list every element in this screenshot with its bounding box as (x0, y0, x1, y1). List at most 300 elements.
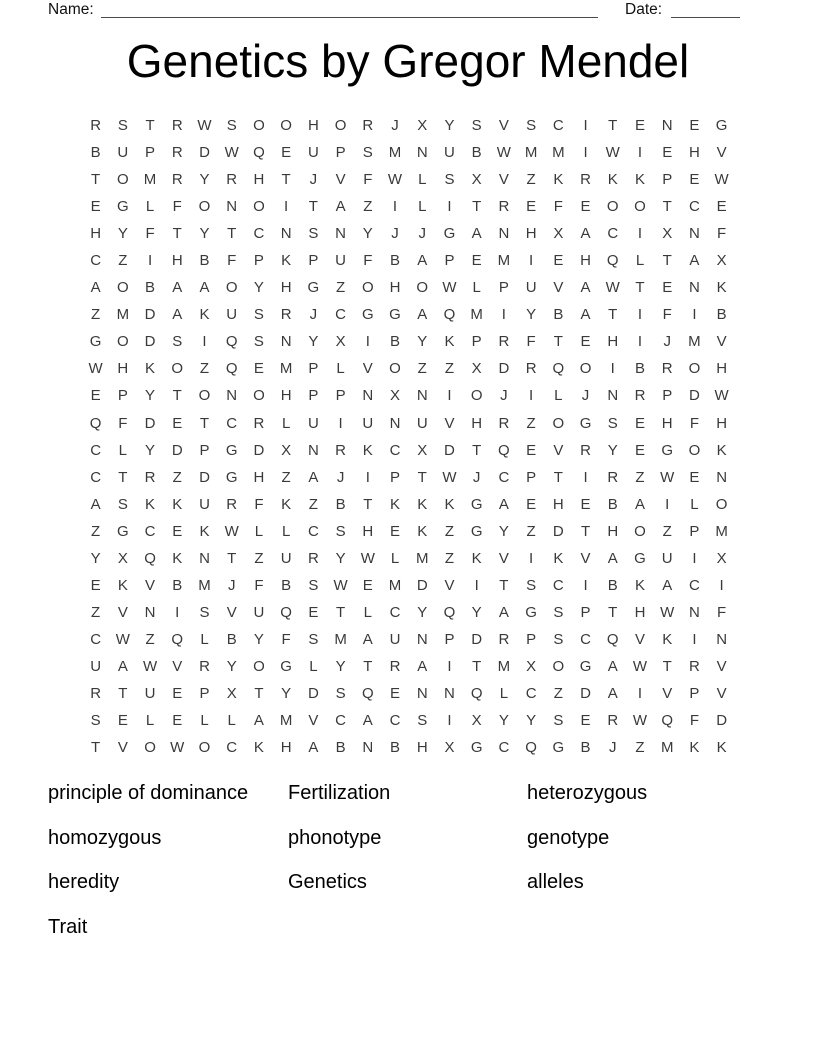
grid-letter: N (498, 225, 510, 243)
grid-letter: Y (145, 387, 156, 405)
grid-letter: G (225, 441, 238, 459)
grid-letter: E (716, 198, 727, 216)
grid-letter: T (662, 657, 672, 675)
grid-letter: N (689, 279, 700, 297)
grid-letter: Y (90, 549, 101, 567)
grid-letter: O (116, 333, 129, 351)
grid-letter: S (526, 576, 537, 594)
grid-letter: I (392, 198, 398, 216)
grid-letter: O (253, 198, 265, 216)
grid-letter: Z (444, 522, 455, 540)
grid-letter: L (227, 712, 236, 730)
grid-letter: Z (662, 522, 672, 540)
grid-letter: S (471, 117, 482, 135)
grid-letter: L (200, 630, 209, 648)
grid-letter: Y (417, 603, 428, 621)
grid-letter: F (254, 495, 264, 513)
grid-letter: L (418, 171, 427, 189)
grid-letter: H (117, 360, 129, 378)
grid-letter: K (145, 360, 156, 378)
grid-letter: H (552, 495, 564, 513)
grid-letter: Q (525, 739, 537, 757)
grid-letter: E (580, 333, 591, 351)
grid-letter: O (280, 117, 292, 135)
grid-letter: T (254, 685, 264, 702)
name-label: Name: (48, 1, 94, 18)
grid-letter: T (472, 441, 482, 459)
grid-letter: F (254, 576, 264, 594)
grid-letter: C (580, 630, 591, 648)
grid-letter: K (716, 441, 727, 459)
grid-letter: J (336, 468, 345, 486)
grid-letter: U (199, 495, 210, 513)
grid-letter: W (605, 279, 620, 297)
grid-letter: G (225, 468, 238, 486)
grid-letter: G (470, 739, 483, 757)
grid-letter: P (662, 387, 673, 405)
grid-letter: Y (526, 712, 537, 730)
grid-letter: R (335, 441, 346, 459)
grid-letter: V (498, 549, 509, 567)
grid-letter: N (389, 414, 401, 432)
grid-letter: D (171, 441, 183, 459)
grid-letter: B (607, 495, 618, 513)
grid-letter: T (553, 468, 563, 486)
grid-letter: R (634, 387, 646, 405)
grid-letter: E (580, 712, 591, 730)
grid-letter: C (90, 630, 102, 648)
grid-letter: K (199, 306, 210, 324)
grid-letter: H (580, 252, 591, 270)
grid-letter: W (714, 171, 729, 189)
grid-letter: P (498, 279, 509, 297)
grid-letter: D (580, 685, 591, 702)
grid-letter: D (498, 360, 510, 378)
grid-letter: Y (199, 171, 210, 189)
grid-letter: V (580, 549, 591, 567)
grid-letter: X (471, 360, 482, 378)
grid-letter: L (690, 495, 699, 513)
grid-letter: E (580, 495, 591, 513)
grid-letter: O (389, 360, 401, 378)
grid-letter: C (552, 117, 564, 135)
grid-letter: X (117, 549, 128, 567)
grid-letter: C (335, 712, 346, 730)
grid-letter: E (390, 522, 401, 540)
grid-letter: P (335, 144, 346, 162)
grid-letter: W (660, 603, 675, 621)
grid-letter: Y (607, 441, 618, 459)
grid-letter: E (634, 414, 645, 432)
grid-letter: Z (635, 468, 645, 486)
grid-letter: O (634, 522, 646, 540)
grid-letter: B (199, 252, 210, 270)
grid-letter: I (692, 306, 697, 324)
grid-letter: T (335, 603, 346, 621)
grid-letter: O (416, 279, 429, 297)
grid-letter: M (198, 576, 211, 594)
grid-letter: T (608, 306, 618, 324)
grid-letter: A (607, 549, 618, 567)
grid-letter: T (363, 495, 373, 513)
grid-letter: U (389, 630, 401, 648)
grid-letter: R (661, 360, 673, 378)
grid-letter: T (227, 549, 237, 567)
grid-letter: H (634, 603, 646, 621)
grid-letter: Z (91, 522, 101, 540)
grid-letter: I (365, 333, 370, 351)
grid-letter: N (661, 117, 673, 135)
grid-letter: A (308, 468, 319, 486)
grid-letter: I (692, 549, 697, 567)
word-list-item: Fertilization (288, 782, 391, 804)
word-list-item: phonotype (288, 826, 382, 849)
grid-letter: Z (172, 468, 182, 486)
grid-letter: A (471, 225, 482, 243)
grid-letter: E (117, 712, 128, 730)
grid-letter: F (717, 225, 727, 243)
grid-letter: S (335, 522, 346, 540)
grid-letter: P (662, 171, 673, 189)
grid-letter: J (227, 576, 236, 594)
grid-letter: N (607, 387, 619, 405)
grid-letter: V (145, 576, 156, 594)
grid-letter: B (281, 576, 292, 594)
grid-letter: R (226, 495, 238, 513)
grid-letter: E (526, 441, 537, 459)
grid-letter: A (580, 279, 591, 297)
grid-letter: A (417, 252, 428, 270)
grid-letter: U (144, 685, 156, 702)
grid-letter: D (144, 414, 156, 432)
grid-letter: C (689, 576, 700, 594)
grid-letter: X (662, 225, 673, 243)
grid-letter: S (90, 712, 101, 730)
grid-letter: Z (91, 603, 101, 621)
grid-letter: Z (417, 360, 427, 378)
grid-letter: P (199, 685, 210, 702)
grid-letter: N (199, 549, 210, 567)
grid-letter: F (118, 414, 128, 432)
grid-letter: Q (552, 360, 565, 378)
grid-letter: S (362, 144, 373, 162)
grid-letter: U (416, 414, 428, 432)
grid-letter: A (90, 495, 101, 513)
grid-letter: C (253, 225, 265, 243)
grid-letter: A (199, 279, 210, 297)
grid-letter: V (117, 603, 128, 621)
grid-letter: I (447, 712, 452, 730)
grid-letter: O (253, 657, 265, 675)
grid-letter: R (607, 468, 619, 486)
grid-letter: W (115, 630, 130, 648)
grid-letter: O (470, 387, 483, 405)
grid-letter: E (526, 198, 537, 216)
grid-letter: R (171, 117, 183, 135)
grid-letter: G (552, 739, 565, 757)
grid-letter: F (662, 306, 672, 324)
grid-letter: L (635, 252, 645, 270)
grid-letter: O (253, 387, 265, 405)
grid-letter: J (309, 171, 318, 189)
grid-letter: V (444, 576, 455, 594)
grid-letter: H (280, 279, 292, 297)
grid-letter: S (117, 117, 128, 135)
grid-letter: C (689, 198, 700, 216)
grid-letter: H (389, 279, 401, 297)
grid-letter: G (525, 603, 537, 621)
grid-letter: M (388, 144, 402, 162)
grid-letter: C (498, 468, 510, 486)
grid-letter: B (634, 360, 645, 378)
grid-letter: J (609, 739, 617, 757)
grid-letter: O (688, 441, 701, 459)
grid-letter: Z (145, 630, 155, 648)
grid-letter: S (308, 576, 319, 594)
word-list-item: Genetics (288, 871, 367, 893)
grid-letter: I (447, 657, 452, 675)
grid-letter: T (145, 117, 155, 135)
grid-letter: A (662, 576, 673, 594)
grid-letter: B (580, 739, 591, 757)
grid-letter: P (308, 360, 319, 378)
grid-letter: W (224, 144, 239, 162)
grid-letter: Q (280, 603, 292, 621)
grid-letter: T (281, 171, 291, 189)
grid-letter: R (144, 468, 156, 486)
grid-letter: V (335, 171, 346, 189)
grid-letter: Z (281, 468, 291, 486)
grid-letter: M (279, 360, 293, 378)
grid-letter: O (334, 117, 347, 135)
grid-letter: C (226, 414, 238, 432)
grid-letter: A (253, 712, 264, 730)
grid-letter: Q (144, 549, 156, 567)
grid-letter: E (634, 441, 645, 459)
grid-letter: Y (498, 522, 509, 540)
grid-letter: E (689, 171, 700, 189)
grid-letter: K (417, 495, 428, 513)
grid-letter: L (499, 685, 509, 702)
grid-letter: W (387, 171, 403, 189)
grid-letter: L (118, 441, 127, 459)
grid-letter: K (362, 441, 373, 459)
grid-letter: T (553, 333, 563, 351)
grid-letter: O (606, 198, 619, 216)
grid-letter: G (280, 657, 292, 675)
grid-letter: N (416, 630, 428, 648)
grid-letter: E (580, 198, 591, 216)
grid-letter: K (281, 252, 292, 270)
grid-letter: A (580, 306, 591, 324)
grid-letter: H (716, 414, 728, 432)
grid-letter: L (418, 198, 427, 216)
grid-letter: L (200, 712, 209, 730)
grid-letter: Y (471, 603, 482, 621)
grid-letter: T (662, 252, 672, 270)
grid-letter: R (689, 657, 700, 675)
grid-letter: I (583, 144, 588, 162)
grid-letter: I (637, 144, 643, 162)
grid-letter: K (716, 739, 727, 757)
grid-letter: W (360, 549, 375, 567)
grid-letter: A (634, 495, 645, 513)
grid-letter: V (117, 739, 128, 757)
grid-letter: E (281, 144, 292, 162)
grid-letter: P (253, 252, 264, 270)
grid-letter: L (309, 657, 318, 675)
grid-letter: W (333, 576, 348, 594)
grid-letter: U (226, 306, 238, 324)
word-search-grid (82, 112, 735, 761)
grid-letter: Q (171, 630, 184, 648)
grid-letter: O (634, 198, 646, 216)
grid-letter: K (253, 739, 264, 757)
grid-letter: D (199, 144, 210, 162)
grid-letter: G (579, 414, 592, 432)
grid-letter: I (447, 198, 452, 216)
grid-letter: R (90, 117, 102, 135)
grid-letter: L (145, 712, 155, 730)
grid-letter: T (580, 522, 591, 540)
grid-letter: U (362, 414, 374, 432)
grid-letter: V (226, 603, 237, 621)
grid-letter: T (662, 198, 672, 216)
grid-letter: V (553, 441, 564, 459)
grid-letter: G (470, 495, 483, 513)
grid-letter: Q (361, 685, 374, 702)
grid-letter: O (144, 739, 156, 757)
grid-letter: I (365, 468, 370, 486)
grid-letter: P (199, 441, 210, 459)
grid-letter: Z (254, 549, 264, 567)
grid-letter: P (580, 603, 591, 621)
grid-letter: S (526, 117, 537, 135)
grid-letter: S (172, 333, 183, 351)
grid-letter: K (172, 495, 183, 513)
grid-letter: A (607, 657, 618, 675)
grid-letter: E (172, 685, 183, 702)
grid-letter: C (389, 712, 401, 730)
word-list-item: heredity (48, 871, 120, 893)
grid-letter: A (689, 252, 700, 270)
grid-letter: H (362, 522, 374, 540)
grid-letter: R (498, 198, 510, 216)
grid-letter: R (525, 360, 537, 378)
grid-letter: N (689, 225, 700, 243)
grid-letter: C (498, 739, 510, 757)
grid-letter: J (391, 117, 399, 135)
grid-letter: Z (526, 414, 536, 432)
grid-letter: R (498, 333, 510, 351)
grid-letter: W (197, 117, 212, 135)
grid-letter: I (338, 414, 343, 432)
grid-letter: X (716, 549, 727, 567)
grid-letter: Q (470, 685, 483, 702)
grid-letter: L (281, 522, 291, 540)
grid-letter: T (499, 576, 509, 594)
grid-letter: X (471, 712, 482, 730)
grid-letter: Z (553, 685, 563, 702)
grid-letter: G (389, 306, 401, 324)
grid-letter: E (526, 495, 537, 513)
grid-letter: C (607, 225, 619, 243)
grid-letter: I (474, 576, 479, 594)
date-blank-line (671, 17, 740, 18)
word-list-item: genotype (527, 826, 610, 849)
grid-letter: F (689, 414, 699, 432)
grid-letter: F (553, 198, 563, 216)
grid-letter: J (391, 225, 399, 243)
grid-letter: X (226, 685, 237, 702)
grid-letter: O (552, 657, 565, 675)
date-label: Date: (625, 1, 663, 18)
grid-letter: T (172, 225, 182, 243)
grid-letter: W (88, 360, 103, 378)
grid-letter: U (253, 603, 265, 621)
grid-letter: E (172, 712, 183, 730)
grid-letter: D (716, 712, 728, 730)
grid-letter: K (117, 576, 128, 594)
grid-letter: I (692, 630, 697, 648)
grid-letter: C (389, 441, 401, 459)
grid-letter: C (335, 306, 346, 324)
word-list-column (527, 781, 647, 915)
grid-letter: Y (335, 549, 346, 567)
grid-letter: S (253, 306, 264, 324)
grid-letter: N (689, 603, 700, 621)
name-blank-line (101, 17, 598, 18)
grid-letter: K (689, 739, 700, 757)
grid-letter: M (415, 549, 429, 567)
grid-letter: J (418, 225, 426, 243)
grid-letter: V (444, 414, 455, 432)
grid-letter: G (715, 117, 728, 135)
grid-letter: O (198, 387, 211, 405)
grid-letter: T (91, 171, 101, 189)
grid-letter: M (524, 144, 538, 162)
grid-letter: N (226, 387, 238, 405)
grid-letter: S (607, 414, 618, 432)
grid-letter: C (144, 522, 156, 540)
grid-letter: X (526, 657, 537, 675)
grid-letter: N (444, 685, 455, 702)
grid-letter: E (172, 522, 183, 540)
grid-letter: N (280, 333, 292, 351)
grid-letter: E (90, 387, 101, 405)
grid-letter: U (335, 252, 346, 270)
grid-letter: Q (225, 360, 238, 378)
grid-letter: E (471, 252, 482, 270)
grid-letter: D (552, 522, 564, 540)
grid-letter: W (605, 144, 620, 162)
grid-letter: C (90, 252, 102, 270)
grid-letter: F (281, 630, 291, 648)
grid-letter: K (716, 279, 727, 297)
grid-letter: R (362, 117, 374, 135)
grid-letter: W (632, 657, 648, 675)
grid-letter: S (308, 630, 319, 648)
grid-letter: Q (443, 603, 456, 621)
grid-letter: W (170, 739, 185, 757)
grid-letter: E (634, 117, 645, 135)
grid-letter: E (689, 117, 700, 135)
grid-letter: N (716, 630, 728, 648)
grid-letter: A (308, 739, 319, 757)
grid-letter: O (198, 198, 211, 216)
grid-letter: Z (308, 495, 318, 513)
grid-letter: K (281, 495, 292, 513)
